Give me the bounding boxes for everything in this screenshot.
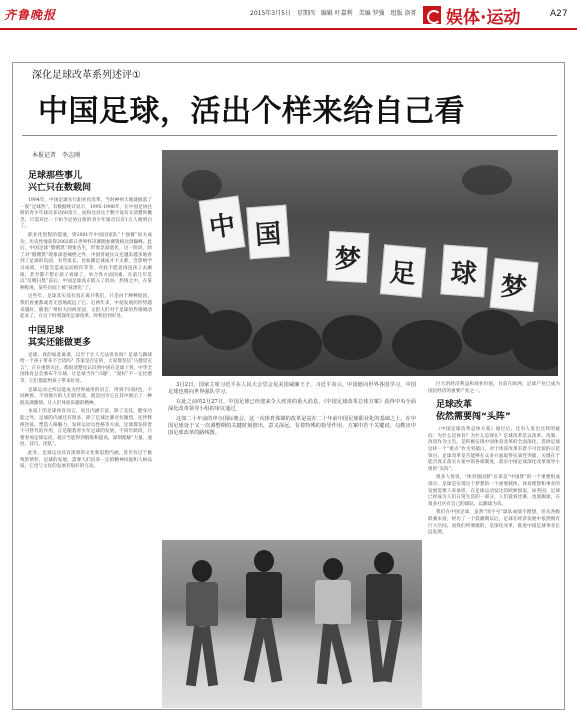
paragraph: 足球，真的如此离谱，以至于让人无法喜欢吗？足球与踢球给一个孩子带来不合适吗？答案是否定的，大家都坚信“马德里宣言”，正在重新关注，都很清楚也认识到中国在足球上曾，中华全国体育总会颁布不少球，让足球当作“兴趣”、“爱好”不一定比德等，它们都能给孩子带来好处。: [20, 352, 152, 385]
issue-editor: 编辑 叶嘉利: [320, 10, 353, 17]
paragraph: 《中国足球改革总体方案》通过后，还有人发出这样的疑问：为什么是体育？为什么是现在？足球改革是以改革、改制、改进作为主旨，是积极实现中国体育改革的全面深化，选择足球这样一个“难点”作为突破口，对于体育改革有着不可比拟的示范效应。足球改革是否能够在众多方面取得实质性突破，关键在于能否真正落实方案中的各项制度，落实中国足球深化改革领导小组的“头阵”。: [428, 427, 560, 472]
middle-column: [168, 382, 416, 440]
paragraph: 巨大的经济利益和商业价值，目前在欧洲，足球产业已成为国民经济的重要产业之一。: [428, 382, 560, 394]
child-figure: [362, 552, 406, 700]
right-column: [428, 382, 560, 539]
subhead-2: 中国足球 其实还能做更多: [28, 325, 92, 348]
fans-photo: [162, 150, 558, 376]
banner-sign: 中: [199, 195, 246, 252]
subhead-1: 足球那些事儿 兴亡只在数载间: [28, 171, 92, 193]
paragraph: 足球运动之所以能成为世界通用的语言，得到不同肤色、不同种族、不同地方的人们的喜爱，就是因为它在其中展示了一种既充满激情、让人们体验乐趣的精神。: [20, 387, 152, 406]
title-divider: [22, 135, 557, 136]
paragraph: 1994年，中国足球实行职业化改革，当时神州大地就掀起了一股“足球热”。有数据统计显示，1995-1996年，在中国足协注册的青少年球员多达60余万，而和这对这个数字没有太清楚的概念，只需对比一下如今足协注册的青少年球员仅有1万人便明白了。: [20, 198, 152, 230]
banner-sign: 梦: [490, 258, 539, 312]
subhead-3: 足球改革 依然需要闯“头阵”: [436, 400, 511, 423]
page-number: A27: [550, 9, 568, 19]
left-column: [20, 166, 152, 473]
series-label: 深化足球改革系列述评①: [32, 70, 141, 81]
paragraph: 本质上的足球体育而言，而且内涵丰富，除了竞技，健身功能之外，足球的内涵还有很多，除了足球比赛对抗激烈，还伴释换热爱。塑造人格魅力、发挥运动员性格等方面，足球都发挥着不可替代的作用，正是随着青少年足球的发展，不同年龄段，只要参加足球运动，就应当能得到锻炼和提高，深刻理解“力量、速度、技巧、团队”。: [20, 409, 152, 448]
paragraph: 这如二十年前的申办国际奥会，这一次体育体制的改革是站在二十年前中国足球职业化的基础之上。在中国足球处于又一次调整期的关键时刻推出，意义深远，有着特殊的指导作用，方案中若干关键词，勾勒出中国足球改革的路线图。: [168, 415, 416, 437]
issue-date: 2015年3月5日: [250, 10, 291, 17]
paragraph: 3月2日，国家主席习近平在人民大会堂会见美国威廉王子，习近平表示，中国愿向世界各国学习，中国足球也将向世界强队学习。: [168, 382, 416, 396]
issue-layout: 组版 洛菁: [390, 10, 417, 17]
masthead: [0, 0, 577, 30]
child-figure: [242, 550, 286, 700]
child-figure: [182, 560, 222, 700]
paragraph: 此外，足球运动具有深刻的文化和思想内涵，甚至有过于极致的情怀，足球的发展，需要人们培养一定的精神风貌和人格品质，它也与文化的发展有很好的互动。: [20, 451, 152, 470]
newspaper-logo: 齐鲁晚报: [4, 8, 57, 22]
paragraph: 我们在中国足球，虽然“国字号”球队成绩不理想，但从各级联赛来看，经历了一个低潮期以后，足球在经济发展中依然拥有巨大空间，而我们所要做的，是深化改革，推进中国足球事业长远发展。: [428, 510, 560, 536]
issue-designer: 美编 罗强: [358, 10, 385, 17]
paragraph: 这些年，足球其实没有真正离开我们，只是由于种种原因，我们看重都或者无意地疏远了它。近两年来，中超发展的形势越来越好，随着广州恒大同两亚冠、又把人们对于足球的热情调动起来了，在这个时刻深化足球改革，时机恰到好处。: [20, 294, 152, 320]
kids-football-photo: [162, 540, 422, 708]
section-logo-icon: [423, 6, 441, 24]
paragraph: 很多人曾说，“体育强国梦”应该是“中国梦”的一个重要组成部分，足球是实现这个梦想的一个重要载体，体育理想和事业的发展需要人来承担，在足球运动发达的欧洲国家，如英国、足球已经成为人们日常生活的一部分，人们爱看比赛，也爱踢球，在很多社区有自己的球队，以踢球为乐。: [428, 475, 560, 507]
banner-sign: 足: [380, 244, 426, 297]
byline: 本报记者 李志刚: [32, 152, 81, 159]
issue-weekday: 星期四: [296, 10, 315, 17]
banner-sign: 梦: [327, 231, 370, 283]
banner-sign: 球: [440, 245, 487, 298]
headline: 中国足球，活出个样来给自己看: [38, 94, 465, 129]
paragraph: 职业化进程的提速，到2001年中国国家队“十强赛”宿关成功，历史性地获得2002韩日世界杯决赛圈参赛资格达到巅峰。此后，中国足球“假赌黑”现象丛生，形象急剧恶化，这一阶段，除了对“假赌黑”现象深恶痛绝之外，中国普通民众还越来越多地看到了足球的负面，有些家长。比如踢足球成才不太难，会影响学习成绩，可能会造成运动损伤等等，对此不愿意再送孩子去踢球，甚至都不想让孩子看球了，举合各方面因素，在前几年是以“反赌扫黑”前后，中国足球真正陷入了低谷，热情之中，在某种程度，某些层面上被“抹黑化”了。: [20, 232, 152, 291]
section-title: 娱体·运动: [446, 8, 521, 28]
banner-sign: 国: [246, 205, 290, 260]
issue-meta: [250, 8, 420, 17]
paragraph: 在此之前的2月27日，中国足球已经迎来令人欣喜的重大消息，《中国足球改革总体方案》获得中央全面深化改革领导小组的审议通过。: [168, 398, 416, 413]
child-figure: [312, 558, 354, 698]
